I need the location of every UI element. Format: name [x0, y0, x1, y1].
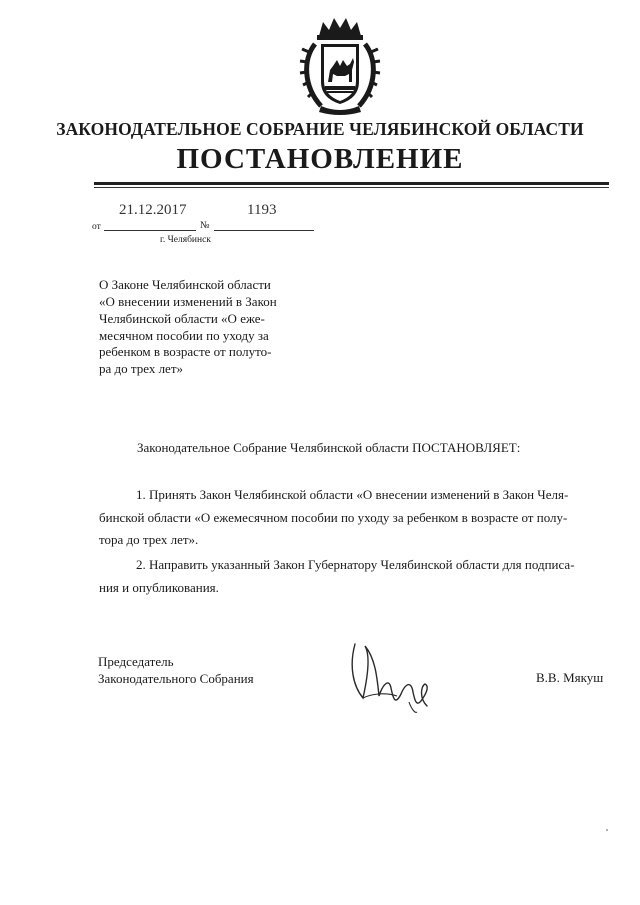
date-underline [104, 230, 196, 231]
document-date: 21.12.2017 [119, 202, 187, 218]
header-rule-thick [94, 182, 609, 185]
scan-speck [606, 829, 608, 831]
header-rule-thin [94, 187, 609, 188]
item-1-line: бинской области «О ежемесячном пособии по уходу за ребенком в возрасте от полу- [99, 510, 568, 525]
document-number: 1193 [247, 202, 277, 218]
city-label: г. Челябинск [160, 235, 211, 245]
date-label: от [92, 222, 101, 232]
item-2-line: 2. Направить указанный Закон Губернатору Челябинской области для подписа- [136, 557, 575, 572]
handwritten-signature [345, 636, 435, 716]
subject-line: ребенком в возрасте от полуто- [99, 344, 272, 359]
coat-of-arms-icon [299, 14, 381, 116]
signer-title-line1: Председатель [98, 654, 174, 669]
number-underline [214, 230, 314, 231]
subject-line: Челябинской области «О еже- [99, 311, 265, 326]
subject-line: ра до трех лет» [99, 361, 184, 376]
number-label: № [200, 220, 210, 231]
preamble-text: Законодательное Собрание Челябинской области ПОСТАНОВЛЯЕТ: [137, 440, 521, 455]
item-2-line: ния и опубликования. [99, 580, 219, 595]
signer-title-line2: Законодательного Собрания [98, 671, 254, 686]
document-type-title: ПОСТАНОВЛЕНИЕ [176, 143, 464, 175]
organization-name: ЗАКОНОДАТЕЛЬНОЕ СОБРАНИЕ ЧЕЛЯБИНСКОЙ ОБЛАСТИ [56, 119, 584, 139]
subject-line: месячном пособии по уходу за [99, 328, 269, 343]
subject-line: О Законе Челябинской области [99, 277, 271, 292]
item-1-line: тора до трех лет». [99, 532, 199, 547]
subject-line: «О внесении изменений в Закон [99, 294, 277, 309]
item-1-line: 1. Принять Закон Челябинской области «О внесении изменений в Закон Челя- [136, 487, 569, 502]
signer-name: В.В. Мякуш [536, 670, 604, 685]
